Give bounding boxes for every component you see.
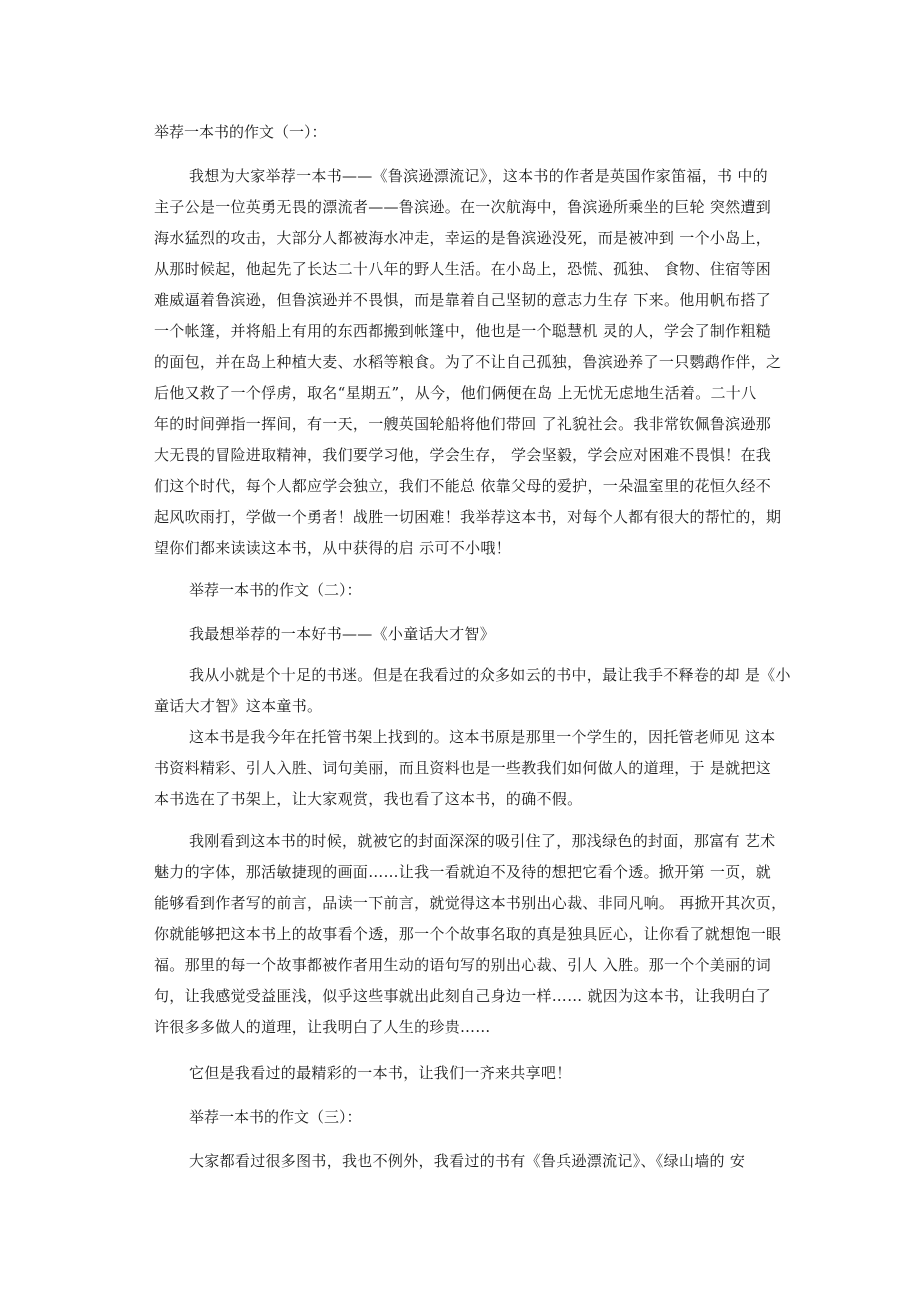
paragraph-line: 魅力的字体，那活敏捷现的画面……让我一看就迫不及待的想把它看个透。掀开第 一页，就 bbox=[154, 863, 772, 881]
paragraph-line: 起风吹雨打，学做一个勇者！战胜一切困难！我举荐这本书，对每个人都有很大的帮忙的，期 bbox=[154, 508, 782, 526]
paragraph-line: 的面包，并在岛上种植大麦、水稻等粮食。为了不让自己孤独，鲁滨逊养了一只鹦鹉作伴，之 bbox=[154, 353, 782, 371]
paragraph-line: 难威逼着鲁滨逊，但鲁滨逊并不畏惧，而是靠着自己坚韧的意志力生存 下来。他用帆布搭了 bbox=[154, 291, 772, 309]
paragraph-line: 海水猛烈的攻击，大部分人都被海水冲走，幸运的是鲁滨逊没死，而是被冲到 一个小岛上， bbox=[154, 229, 772, 247]
paragraph-line: 本书选在了书架上，让大家观赏，我也看了这本书，的确不假。 bbox=[154, 790, 583, 808]
paragraph-line: 能够看到作者写的前言，品读一下前言，就觉得这本书别出心裁、非同凡响。 再掀开其次页， bbox=[154, 894, 787, 912]
paragraph-line: 许很多多做人的道理，让我明白了人生的珍贵…… bbox=[154, 1018, 491, 1036]
paragraph-line: 我想为大家举荐一本书——《鲁滨逊漂流记》，这本书的作者是英国作家笛福，书 中的 bbox=[189, 167, 768, 185]
paragraph-line: 大家都看过很多图书，我也不例外，我看过的书有《鲁兵逊漂流记》、《绿山墙的 安 bbox=[189, 1152, 746, 1170]
paragraph-line: 我刚看到这本书的时候，就被它的封面深深的吸引住了，那浅绿色的封面，那富有 艺术 bbox=[189, 832, 776, 850]
paragraph-line: 句，让我感觉受益匪浅，似乎这些事就出此刻自己身边一样…… 就因为这本书，让我明白了 bbox=[154, 987, 772, 1005]
section-heading-3: 举荐一本书的作文（三）： bbox=[189, 1108, 362, 1126]
paragraph-line: 童话大才智》这本童书。 bbox=[154, 697, 323, 715]
paragraph-line: 望你们都来读读这本书，从中获得的启 示可不小哦！ bbox=[154, 539, 511, 557]
paragraph-line: 大无畏的冒险进取精神，我们要学习他，学会生存， 学会坚毅，学会应对困难不畏惧！在我 bbox=[154, 446, 772, 464]
paragraph-line: 后他又救了一个俘虏，取名“星期五”，从今，他们俩便在岛 上无忧无虑地生活着。二十八 bbox=[154, 384, 757, 402]
paragraph-line: 我从小就是个十足的书迷。但是在我看过的众多如云的书中，最让我手不释卷的却 是《小 bbox=[189, 666, 791, 684]
paragraph-line: 福。那里的每一个故事都被作者用生动的语句写的别出心裁、引人 入胜。那一个个美丽的词 bbox=[154, 956, 772, 974]
paragraph-line: 你就能够把这本书上的故事看个透，那一个个故事名取的真是独具匠心，让你看了就想饱一眼 bbox=[154, 925, 782, 943]
paragraph-line: 主子公是一位英勇无畏的漂流者——鲁滨逊。在一次航海中，鲁滨逊所乘坐的巨轮 突然遭到 bbox=[154, 198, 772, 216]
section-heading-1: 举荐一本书的作文（一）： bbox=[154, 123, 327, 141]
section-heading-2: 举荐一本书的作文（二）： bbox=[189, 581, 362, 599]
paragraph-line: 这本书是我今年在托管书架上找到的。这本书原是那里一个学生的，因托管老师见 这本 bbox=[189, 728, 776, 746]
paragraph-line: 们这个时代，每个人都应学会独立，我们不能总 依靠父母的爱护，一朵温室里的花恒久经不 bbox=[154, 477, 772, 495]
section-subtitle: 我最想举荐的一本好书——《小童话大才智》 bbox=[189, 625, 496, 643]
paragraph-line: 它但是我看过的最精彩的一本书，让我们一齐来共享吧！ bbox=[189, 1064, 572, 1082]
paragraph-line: 年的时间弹指一挥间，有一天，一艘英国轮船将他们带回 了礼貌社会。我非常钦佩鲁滨逊那 bbox=[154, 415, 772, 433]
paragraph-line: 一个帐篷，并将船上有用的东西都搬到帐篷中，他也是一个聪慧机 灵的人，学会了制作粗糙 bbox=[154, 322, 772, 340]
paragraph-line: 从那时候起，他起先了长达二十八年的野人生活。在小岛上，恐慌、孤独、 食物、住宿等困 bbox=[154, 260, 772, 278]
paragraph-line: 书资料精彩、引人入胜、词句美丽，而且资料也是一些教我们如何做人的道理，于 是就把这 bbox=[154, 759, 772, 777]
